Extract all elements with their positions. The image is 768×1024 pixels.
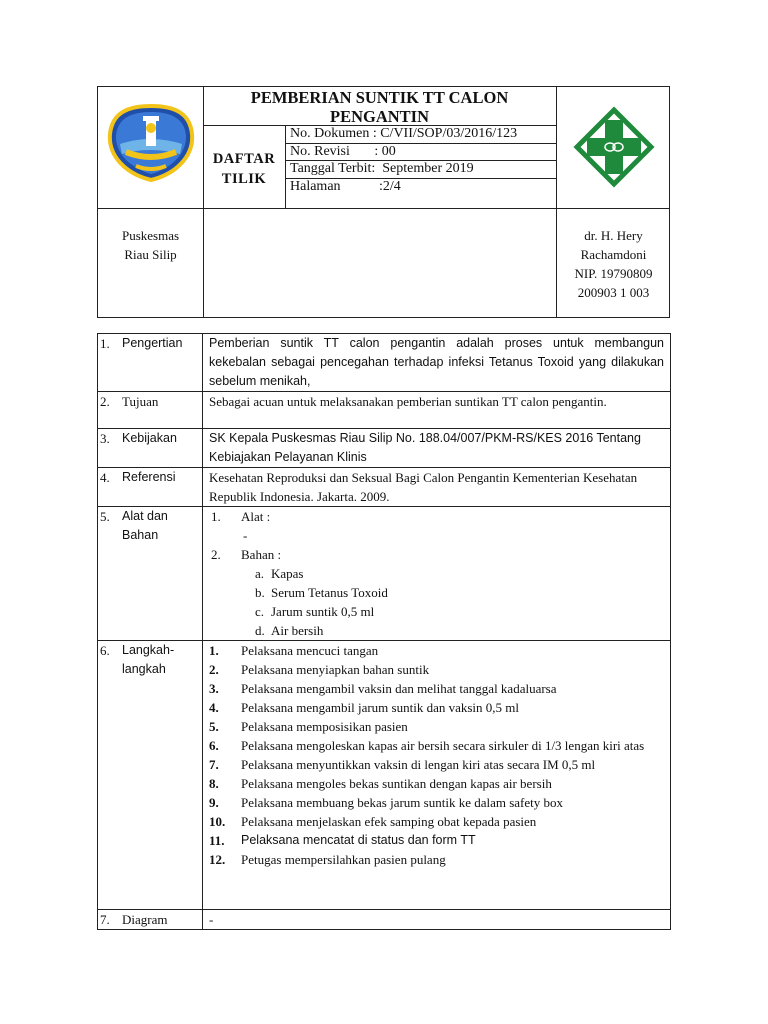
step-text: Pelaksana mengoleskan kapas air bersih secara sirkuler di 1/3 lengan kiri atas xyxy=(241,738,645,753)
bahan-text: Jarum suntik 0,5 ml xyxy=(271,604,375,619)
steps-list xyxy=(209,641,664,869)
step-text: Pelaksana menjelaskan efek samping obat kepada pasien xyxy=(241,814,537,829)
step-number: 1. xyxy=(209,643,219,658)
header-divider-horizontal xyxy=(97,208,670,209)
bahan-letter: a. xyxy=(255,566,265,581)
step-number: 12. xyxy=(209,852,226,867)
row-pengertian xyxy=(98,334,671,392)
section-number: 7. xyxy=(100,912,110,927)
langkah-content xyxy=(203,641,671,910)
list-item xyxy=(209,850,664,869)
section-label-line2: Bahan xyxy=(122,528,159,542)
alat-number: 1. xyxy=(211,509,221,524)
bahan-item xyxy=(211,583,664,602)
doc-type-line1: DAFTAR xyxy=(212,151,276,167)
diagram-text: - xyxy=(203,910,671,930)
signer-name-line2: Rachamdoni xyxy=(580,247,647,262)
step-number: 8. xyxy=(209,776,219,791)
section-number: 3. xyxy=(100,431,110,446)
bahan-letter: d. xyxy=(255,623,265,638)
section-number: 5. xyxy=(100,509,110,524)
meta-no-dokumen: No. Dokumen : C/VII/SOP/03/2016/123 xyxy=(290,126,518,141)
bahan-text: Air bersih xyxy=(271,623,324,638)
alat-list xyxy=(209,507,664,640)
signer-block xyxy=(557,226,670,302)
list-item xyxy=(209,755,664,774)
alat-bahan-content xyxy=(203,507,671,641)
label-cell xyxy=(98,429,203,468)
org-line2: Riau Silip xyxy=(124,247,177,262)
bahan-text: Kapas xyxy=(271,566,304,581)
step-number: 10. xyxy=(209,814,226,829)
meta-no-revisi: No. Revisi : 00 xyxy=(290,144,396,159)
step-text: Pelaksana mengambil vaksin dan melihat tanggal kadaluarsa xyxy=(241,681,557,696)
doc-type-label xyxy=(203,149,285,189)
step-text: Pelaksana mencatat di status dan form TT xyxy=(241,833,476,847)
bahan-letter: c. xyxy=(255,604,265,619)
bahan-text: Serum Tetanus Toxoid xyxy=(271,585,388,600)
label-cell xyxy=(98,507,203,641)
list-item xyxy=(209,660,664,679)
referensi-text: Kesehatan Reproduksi dan Seksual Bagi Calon Pengantin Kementerian Kesehatan Republik Indonesia. Jakarta. 2009. xyxy=(203,468,671,507)
row-referensi xyxy=(98,468,671,507)
alat-label: Alat : xyxy=(241,509,271,524)
signer-nip-line2: 200903 1 003 xyxy=(577,285,650,300)
section-label xyxy=(122,641,202,679)
bahan-label: Bahan : xyxy=(241,547,282,562)
list-item xyxy=(209,774,664,793)
step-text: Pelaksana menyuntikkan vaksin di lengan kiri atas secara IM 0,5 ml xyxy=(241,757,596,772)
list-item xyxy=(209,641,664,660)
label-cell xyxy=(98,392,203,429)
tujuan-text: Sebagai acuan untuk melaksanakan pemberian suntikan TT calon pengantin. xyxy=(203,392,671,429)
meta-halaman: Halaman :2/4 xyxy=(290,179,401,194)
list-item xyxy=(209,698,664,717)
bahan-item xyxy=(211,602,664,621)
row-kebijakan xyxy=(98,429,671,468)
list-item xyxy=(209,679,664,698)
step-text: Pelaksana mencuci tangan xyxy=(241,643,379,658)
step-number: 3. xyxy=(209,681,219,696)
doc-type-divider xyxy=(285,125,286,209)
bahan-number: 2. xyxy=(211,547,221,562)
step-number: 2. xyxy=(209,662,219,677)
regency-emblem-logo xyxy=(106,104,196,184)
section-label: Pengertian xyxy=(122,336,183,350)
org-line1: Puskesmas xyxy=(121,228,180,243)
section-label xyxy=(122,507,202,545)
step-text: Pelaksana membuang bekas jarum suntik ke dalam safety box xyxy=(241,795,564,810)
step-number: 11. xyxy=(209,833,225,848)
row-langkah xyxy=(98,641,671,910)
list-item xyxy=(209,831,664,850)
step-text: Pelaksana menyiapkan bahan suntik xyxy=(241,662,430,677)
row-tujuan xyxy=(98,392,671,429)
step-text: Pelaksana mengoles bekas suntikan dengan kapas air bersih xyxy=(241,776,552,791)
section-label-line1: Alat dan xyxy=(122,509,168,523)
list-item xyxy=(209,812,664,831)
sop-table xyxy=(97,333,671,930)
section-label: Referensi xyxy=(122,470,176,484)
step-number: 5. xyxy=(209,719,219,734)
row-diagram xyxy=(98,910,671,930)
step-text: Pelaksana mengambil jarum suntik dan vaksin 0,5 ml xyxy=(241,700,520,715)
label-cell xyxy=(98,468,203,507)
pengertian-text: Pemberian suntik TT calon pengantin adalah proses untuk membangun kekebalan sebagai pencegahan terhadap infeksi Tetanus Toxoid yang dilakukan sebelum menikah, xyxy=(203,334,671,392)
section-number: 4. xyxy=(100,470,110,485)
section-number: 6. xyxy=(100,643,110,658)
section-number: 2. xyxy=(100,394,110,409)
section-label-line2: langkah xyxy=(122,662,166,676)
step-text: Pelaksana memposisikan pasien xyxy=(241,719,408,734)
label-cell xyxy=(98,910,203,930)
document-title: PEMBERIAN SUNTIK TT CALON PENGANTIN xyxy=(250,88,509,126)
section-label-line1: Langkah- xyxy=(122,643,175,657)
list-item xyxy=(209,717,664,736)
section-label: Diagram xyxy=(122,912,168,927)
label-cell xyxy=(98,641,203,910)
bahan-item xyxy=(211,621,664,640)
step-number: 9. xyxy=(209,795,219,810)
list-item xyxy=(209,793,664,812)
signer-nip-line1: NIP. 19790809 xyxy=(574,266,653,281)
label-cell xyxy=(98,334,203,392)
section-label: Tujuan xyxy=(122,394,159,409)
alat-item: - xyxy=(243,528,248,543)
step-number: 7. xyxy=(209,757,219,772)
section-number: 1. xyxy=(100,336,110,351)
signer-name-line1: dr. H. Hery xyxy=(584,228,643,243)
row-alat-bahan xyxy=(98,507,671,641)
step-number: 4. xyxy=(209,700,219,715)
meta-tanggal-terbit: Tanggal Terbit: September 2019 xyxy=(290,161,474,176)
puskesmas-cross-logo xyxy=(571,104,657,190)
list-item xyxy=(209,736,664,755)
bahan-item xyxy=(211,564,664,583)
section-label: Kebijakan xyxy=(122,431,177,445)
bahan-letter: b. xyxy=(255,585,265,600)
kebijakan-text: SK Kepala Puskesmas Riau Silip No. 188.04/007/PKM-RS/KES 2016 Tentang Kebiajakan Pelayanan Klinis xyxy=(203,429,671,468)
doc-type-line2: TILIK xyxy=(221,171,267,187)
step-text: Petugas mempersilahkan pasien pulang xyxy=(241,852,446,867)
organization-name xyxy=(98,226,203,264)
step-number: 6. xyxy=(209,738,219,753)
